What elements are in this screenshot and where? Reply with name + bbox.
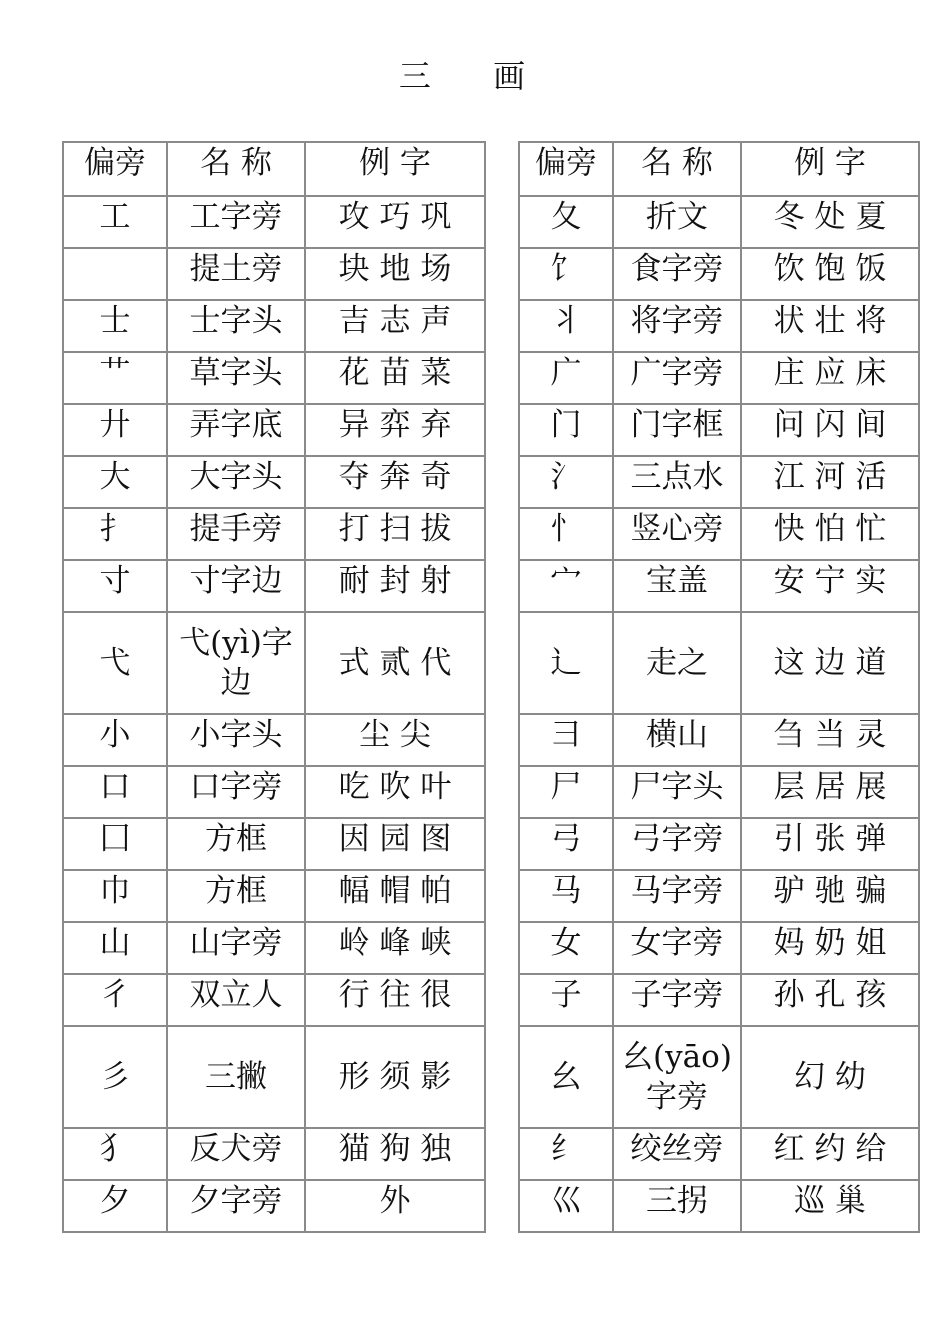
radical-left: 寸 bbox=[63, 560, 167, 612]
radical-right: 忄 bbox=[519, 508, 613, 560]
name-left: 双立人 bbox=[167, 974, 305, 1026]
name-left: 提土旁 bbox=[167, 248, 305, 300]
table-row bbox=[63, 1180, 919, 1232]
table-row bbox=[63, 508, 919, 560]
radical-left bbox=[63, 248, 167, 300]
radical-right: 马 bbox=[519, 870, 613, 922]
name-left: 大字头 bbox=[167, 456, 305, 508]
table-row bbox=[63, 560, 919, 612]
column-gap bbox=[485, 974, 519, 1026]
examples-right: 巡 巢 bbox=[741, 1180, 919, 1232]
page-title: 三 画 bbox=[398, 57, 552, 95]
radical-left: 弋 bbox=[63, 612, 167, 714]
examples-right: 庄 应 床 bbox=[741, 352, 919, 404]
name-right: 绞丝旁 bbox=[613, 1128, 741, 1180]
radical-right: 彐 bbox=[519, 714, 613, 766]
table-row bbox=[63, 352, 919, 404]
column-gap bbox=[485, 870, 519, 922]
examples-right: 引 张 弹 bbox=[741, 818, 919, 870]
name-left: 方框 bbox=[167, 818, 305, 870]
column-gap bbox=[485, 404, 519, 456]
radical-left: 士 bbox=[63, 300, 167, 352]
radical-left: 彳 bbox=[63, 974, 167, 1026]
name-left: 弋(yì)字边 bbox=[167, 612, 305, 714]
name-right: 马字旁 bbox=[613, 870, 741, 922]
name-right: 宝盖 bbox=[613, 560, 741, 612]
radical-left: 艹 bbox=[63, 352, 167, 404]
radical-right: 子 bbox=[519, 974, 613, 1026]
radical-left: 夕 bbox=[63, 1180, 167, 1232]
table-row bbox=[63, 1128, 919, 1180]
radical-left: 犭 bbox=[63, 1128, 167, 1180]
name-right: 竖心旁 bbox=[613, 508, 741, 560]
column-gap bbox=[485, 714, 519, 766]
name-right: 尸字头 bbox=[613, 766, 741, 818]
examples-right: 孙 孔 孩 bbox=[741, 974, 919, 1026]
examples-left: 夺 奔 奇 bbox=[305, 456, 485, 508]
examples-left: 攻 巧 巩 bbox=[305, 196, 485, 248]
examples-right: 层 居 展 bbox=[741, 766, 919, 818]
name-left: 三撇 bbox=[167, 1026, 305, 1128]
name-right: 幺(yāo)字旁 bbox=[613, 1026, 741, 1128]
column-gap bbox=[485, 560, 519, 612]
table-row bbox=[63, 612, 919, 714]
name-left: 小字头 bbox=[167, 714, 305, 766]
examples-right: 快 怕 忙 bbox=[741, 508, 919, 560]
radical-right: 弓 bbox=[519, 818, 613, 870]
column-gap bbox=[485, 1180, 519, 1232]
radical-left: 小 bbox=[63, 714, 167, 766]
examples-left: 尘 尖 bbox=[305, 714, 485, 766]
name-left: 夕字旁 bbox=[167, 1180, 305, 1232]
header-radical-right: 偏旁 bbox=[519, 142, 613, 196]
name-left: 口字旁 bbox=[167, 766, 305, 818]
radical-right: 门 bbox=[519, 404, 613, 456]
table-row bbox=[63, 300, 919, 352]
name-right: 将字旁 bbox=[613, 300, 741, 352]
column-gap bbox=[485, 196, 519, 248]
header-examples-left: 例 字 bbox=[305, 142, 485, 196]
name-right: 弓字旁 bbox=[613, 818, 741, 870]
table-row bbox=[63, 766, 919, 818]
header-radical-left: 偏旁 bbox=[63, 142, 167, 196]
column-gap bbox=[485, 248, 519, 300]
radical-right: 饣 bbox=[519, 248, 613, 300]
name-left: 士字头 bbox=[167, 300, 305, 352]
table-row bbox=[63, 870, 919, 922]
name-right: 女字旁 bbox=[613, 922, 741, 974]
examples-right: 刍 当 灵 bbox=[741, 714, 919, 766]
examples-left: 行 往 很 bbox=[305, 974, 485, 1026]
name-right: 食字旁 bbox=[613, 248, 741, 300]
examples-right: 安 宁 实 bbox=[741, 560, 919, 612]
examples-left: 形 须 影 bbox=[305, 1026, 485, 1128]
examples-left: 式 贰 代 bbox=[305, 612, 485, 714]
column-gap bbox=[485, 1128, 519, 1180]
examples-left: 吉 志 声 bbox=[305, 300, 485, 352]
table-row bbox=[63, 248, 919, 300]
examples-right: 红 约 给 bbox=[741, 1128, 919, 1180]
examples-left: 因 园 图 bbox=[305, 818, 485, 870]
table-row bbox=[63, 1026, 919, 1128]
examples-right: 饮 饱 饭 bbox=[741, 248, 919, 300]
column-gap bbox=[485, 1026, 519, 1128]
column-gap bbox=[485, 456, 519, 508]
radical-right: 纟 bbox=[519, 1128, 613, 1180]
radical-left: 山 bbox=[63, 922, 167, 974]
name-left: 山字旁 bbox=[167, 922, 305, 974]
name-right: 折文 bbox=[613, 196, 741, 248]
radical-left: 廾 bbox=[63, 404, 167, 456]
examples-left: 岭 峰 峡 bbox=[305, 922, 485, 974]
radical-left: 彡 bbox=[63, 1026, 167, 1128]
examples-left: 吃 吹 叶 bbox=[305, 766, 485, 818]
table-row bbox=[63, 714, 919, 766]
radical-right: 广 bbox=[519, 352, 613, 404]
name-left: 提手旁 bbox=[167, 508, 305, 560]
examples-right: 驴 驰 骗 bbox=[741, 870, 919, 922]
examples-right: 幻 幼 bbox=[741, 1026, 919, 1128]
header-row bbox=[63, 142, 919, 196]
radical-left: 囗 bbox=[63, 818, 167, 870]
table-row bbox=[63, 196, 919, 248]
radical-table bbox=[62, 141, 920, 1233]
examples-right: 冬 处 夏 bbox=[741, 196, 919, 248]
name-left: 草字头 bbox=[167, 352, 305, 404]
column-gap bbox=[485, 766, 519, 818]
column-gap bbox=[485, 300, 519, 352]
examples-left: 外 bbox=[305, 1180, 485, 1232]
name-left: 寸字边 bbox=[167, 560, 305, 612]
column-gap bbox=[485, 142, 519, 196]
header-examples-right: 例 字 bbox=[741, 142, 919, 196]
table-row bbox=[63, 818, 919, 870]
name-left: 弄字底 bbox=[167, 404, 305, 456]
radical-left: 工 bbox=[63, 196, 167, 248]
examples-left: 块 地 场 bbox=[305, 248, 485, 300]
examples-right: 妈 奶 姐 bbox=[741, 922, 919, 974]
radical-right: 夂 bbox=[519, 196, 613, 248]
column-gap bbox=[485, 508, 519, 560]
column-gap bbox=[485, 612, 519, 714]
name-left: 方框 bbox=[167, 870, 305, 922]
examples-left: 异 弈 弃 bbox=[305, 404, 485, 456]
radical-right: 巛 bbox=[519, 1180, 613, 1232]
examples-left: 幅 帽 帕 bbox=[305, 870, 485, 922]
table-row bbox=[63, 974, 919, 1026]
name-right: 三拐 bbox=[613, 1180, 741, 1232]
examples-left: 耐 封 射 bbox=[305, 560, 485, 612]
table-row bbox=[63, 456, 919, 508]
name-right: 子字旁 bbox=[613, 974, 741, 1026]
examples-right: 这 边 道 bbox=[741, 612, 919, 714]
name-left: 工字旁 bbox=[167, 196, 305, 248]
examples-right: 问 闪 间 bbox=[741, 404, 919, 456]
radical-left: 大 bbox=[63, 456, 167, 508]
name-right: 三点水 bbox=[613, 456, 741, 508]
radical-right: 辶 bbox=[519, 612, 613, 714]
name-right: 横山 bbox=[613, 714, 741, 766]
examples-right: 江 河 活 bbox=[741, 456, 919, 508]
radical-right: 宀 bbox=[519, 560, 613, 612]
radical-right: 丬 bbox=[519, 300, 613, 352]
examples-left: 打 扫 拔 bbox=[305, 508, 485, 560]
column-gap bbox=[485, 818, 519, 870]
radical-left: 口 bbox=[63, 766, 167, 818]
radical-right: 幺 bbox=[519, 1026, 613, 1128]
name-right: 广字旁 bbox=[613, 352, 741, 404]
radical-right: 氵 bbox=[519, 456, 613, 508]
examples-left: 猫 狗 独 bbox=[305, 1128, 485, 1180]
radical-left: 扌 bbox=[63, 508, 167, 560]
name-right: 走之 bbox=[613, 612, 741, 714]
radical-left: 巾 bbox=[63, 870, 167, 922]
radical-right: 尸 bbox=[519, 766, 613, 818]
table-row bbox=[63, 922, 919, 974]
examples-left: 花 苗 菜 bbox=[305, 352, 485, 404]
header-name-left: 名 称 bbox=[167, 142, 305, 196]
name-left: 反犬旁 bbox=[167, 1128, 305, 1180]
column-gap bbox=[485, 352, 519, 404]
table-row bbox=[63, 404, 919, 456]
column-gap bbox=[485, 922, 519, 974]
name-right: 门字框 bbox=[613, 404, 741, 456]
header-name-right: 名 称 bbox=[613, 142, 741, 196]
examples-right: 状 壮 将 bbox=[741, 300, 919, 352]
radical-right: 女 bbox=[519, 922, 613, 974]
